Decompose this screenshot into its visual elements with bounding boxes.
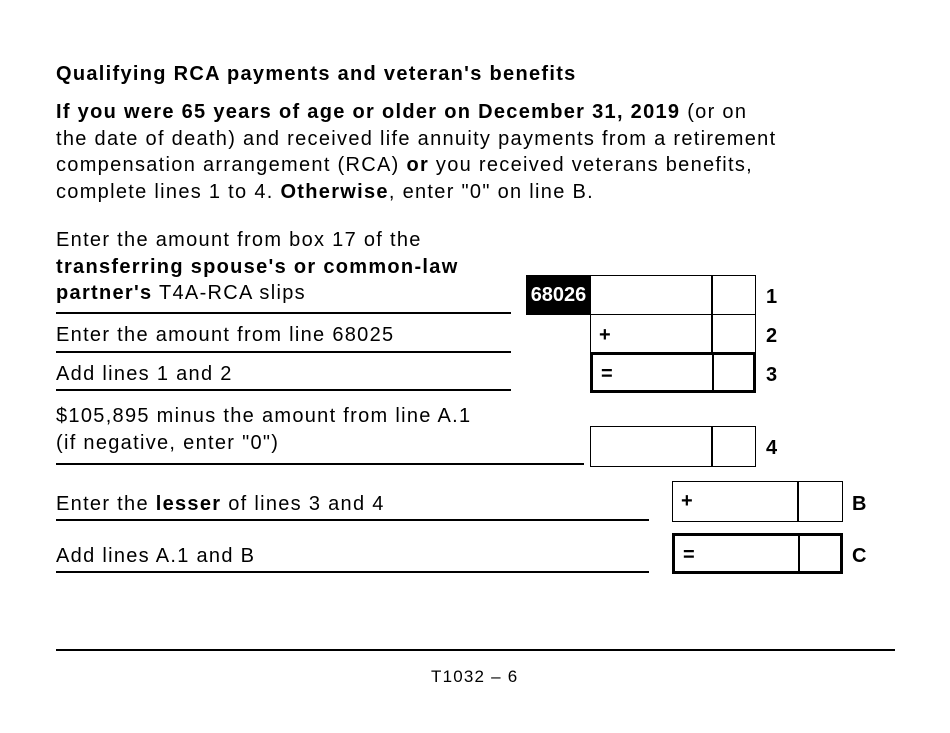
line-c-equals: =	[683, 544, 695, 566]
line-b-plus: +	[681, 490, 693, 512]
field-code-68026: 68026	[526, 275, 591, 315]
line-4-cents-divider	[711, 427, 713, 466]
line-b-rule	[56, 519, 649, 521]
line-3-amount-field[interactable]	[590, 352, 756, 393]
line-b-label	[56, 491, 385, 518]
intro-text-3a: compensation arrangement (RCA)	[56, 154, 407, 176]
line-b-text-a: Enter the	[56, 493, 156, 515]
line-b-amount-field[interactable]	[672, 481, 843, 522]
line-3-rule	[56, 389, 511, 391]
line-1-text-c-bold: partner's	[56, 282, 153, 304]
line-1-label	[56, 227, 459, 307]
intro-text-4a: complete lines 1 to 4.	[56, 180, 281, 203]
line-b-cents-divider	[797, 482, 799, 521]
line-c-letter: C	[852, 545, 867, 567]
line-1-rule	[56, 312, 511, 314]
line-2-label: Enter the amount from line 68025	[56, 324, 395, 346]
intro-line-2: the date of death) and received life annuity payments from a retirement	[56, 127, 777, 150]
line-3-cents-divider	[712, 355, 714, 390]
line-4-text-b: (if negative, enter "0")	[56, 431, 280, 454]
intro-bold-or: or	[406, 154, 430, 176]
section-title: Qualifying RCA payments and veteran's benefits	[56, 63, 577, 85]
line-1-number: 1	[766, 286, 778, 308]
line-b-text-bold: lesser	[155, 493, 222, 515]
line-b-text-b: of lines 3 and 4	[221, 493, 385, 515]
line-2-plus: +	[599, 324, 611, 346]
line-2-rule	[56, 351, 511, 353]
page-number-label: T1032 – 6	[431, 667, 519, 686]
line-1-text-b: transferring spouse's or common-law	[56, 255, 459, 278]
line-1-text-c-rest: T4A-RCA slips	[152, 282, 306, 304]
footer-rule	[56, 649, 895, 651]
line-1-amount-field[interactable]	[590, 275, 756, 315]
line-4-amount-field[interactable]	[590, 426, 756, 467]
intro-line-3	[56, 152, 776, 179]
line-1-cents-divider	[711, 276, 713, 314]
intro-bold-condition: If you were 65 years of age or older on December 31, 2019	[56, 101, 681, 123]
intro-text-4c: , enter "0" on line B.	[388, 180, 594, 203]
line-c-cents-divider	[798, 536, 800, 571]
line-1-text-c	[56, 280, 459, 307]
intro-line-1	[56, 99, 776, 126]
line-1-text-a: Enter the amount from box 17 of the	[56, 229, 422, 251]
line-c-label: Add lines A.1 and B	[56, 545, 256, 567]
line-3-number: 3	[766, 364, 778, 386]
line-b-letter: B	[852, 493, 867, 515]
line-4-number: 4	[766, 437, 778, 459]
line-3-label: Add lines 1 and 2	[56, 363, 233, 385]
intro-bold-otherwise: Otherwise	[280, 180, 389, 203]
line-c-amount-field[interactable]	[672, 533, 843, 574]
intro-text-1: (or on	[680, 101, 748, 123]
line-2-number: 2	[766, 325, 778, 347]
line-2-amount-field[interactable]	[590, 314, 756, 354]
line-2-cents-divider	[711, 315, 713, 353]
intro-paragraph	[56, 99, 776, 205]
line-c-rule	[56, 571, 649, 573]
line-4-label	[56, 403, 471, 456]
line-4-rule	[56, 463, 584, 465]
line-4-text-a: $105,895 minus the amount from line A.1	[56, 405, 472, 427]
intro-line-4	[56, 179, 776, 206]
line-3-equals: =	[601, 363, 613, 385]
intro-text-3c: you received veterans benefits,	[429, 154, 754, 176]
